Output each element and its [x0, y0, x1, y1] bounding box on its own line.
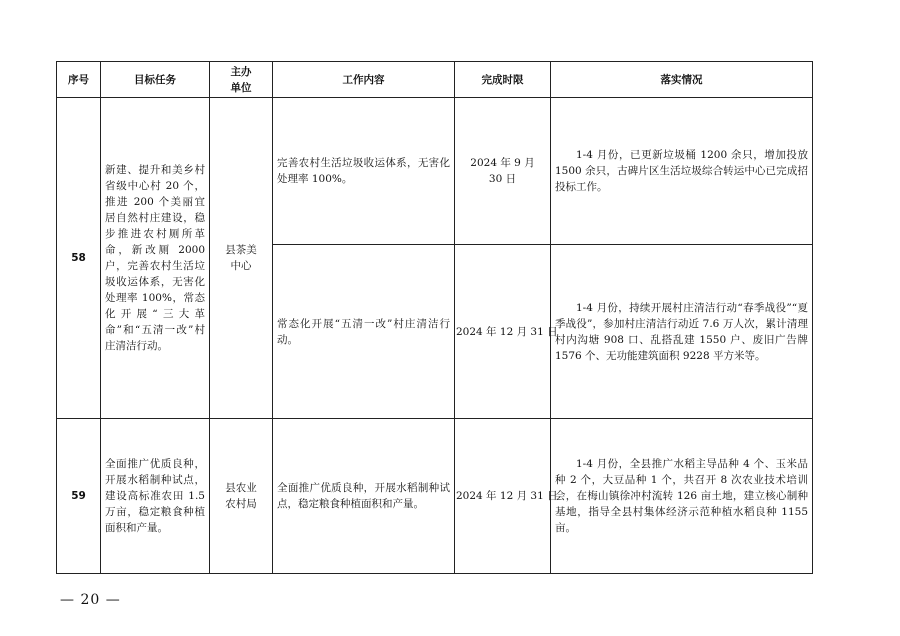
- header-unit: 主办 单位: [210, 62, 273, 98]
- row-task: 新建、提升和美乡村省级中心村 20 个，推进 200 个美丽宜居自然村庄建设，稳步推进农村厕所革命，新改厕 2000 户，完善农村生活垃圾收运体系，无害化处理率 100%，常态化开展“三大革命”和“五清一改”村庄清洁行动。: [101, 98, 210, 419]
- row-unit: 县农业 农村局: [210, 419, 273, 574]
- row-unit: 县茶美 中心: [210, 98, 273, 419]
- row-seq: 58: [57, 98, 101, 419]
- row-work: 全面推广优质良种，开展水稻制种试点，稳定粮食种植面积和产量。: [273, 419, 455, 574]
- row-deadline: 2024 年 12 月 31 日: [455, 419, 551, 574]
- row-seq: 59: [57, 419, 101, 574]
- row-task: 全面推广优质良种，开展水稻制种试点，建设高标准农田 1.5 万亩，稳定粮食种植面积和产量。: [101, 419, 210, 574]
- table-row: [57, 419, 813, 574]
- row-deadline: 2024 年 9 月 30 日: [455, 98, 551, 245]
- header-seq: 序号: [57, 62, 101, 98]
- row-deadline: 2024 年 12 月 31 日: [455, 245, 551, 419]
- header-deadline: 完成时限: [455, 62, 551, 98]
- header-task: 目标任务: [101, 62, 210, 98]
- header-work: 工作内容: [273, 62, 455, 98]
- table-row: [57, 98, 813, 245]
- task-table: [56, 61, 813, 574]
- row-status: 1-4 月份，持续开展村庄清洁行动“春季战役”“夏季战役”，参加村庄清洁行动近 7.6 万人次，累计清理村内沟塘 908 口、乱搭乱建 1550 户、废旧广告牌 1576 个、无功能建筑面积 9228 平方米等。: [551, 245, 813, 419]
- header-status: 落实情况: [551, 62, 813, 98]
- row-status: 1-4 月份，全县推广水稻主导品种 4 个、玉米品种 2 个，大豆品种 1 个，共召开 8 次农业技术培训会，在梅山镇徐冲村流转 126 亩土地，建立核心制种基地，指导全县村集体经济示范种植水稻良种 1155 亩。: [551, 419, 813, 574]
- row-work: 常态化开展“五清一改”村庄清洁行动。: [273, 245, 455, 419]
- row-work: 完善农村生活垃圾收运体系，无害化处理率 100%。: [273, 98, 455, 245]
- header-row: [57, 62, 813, 98]
- page-number: — 20 —: [60, 592, 121, 608]
- row-status: 1-4 月份，已更新垃圾桶 1200 余只，增加投放 1500 余只，古碑片区生活垃圾综合转运中心已完成招投标工作。: [551, 98, 813, 245]
